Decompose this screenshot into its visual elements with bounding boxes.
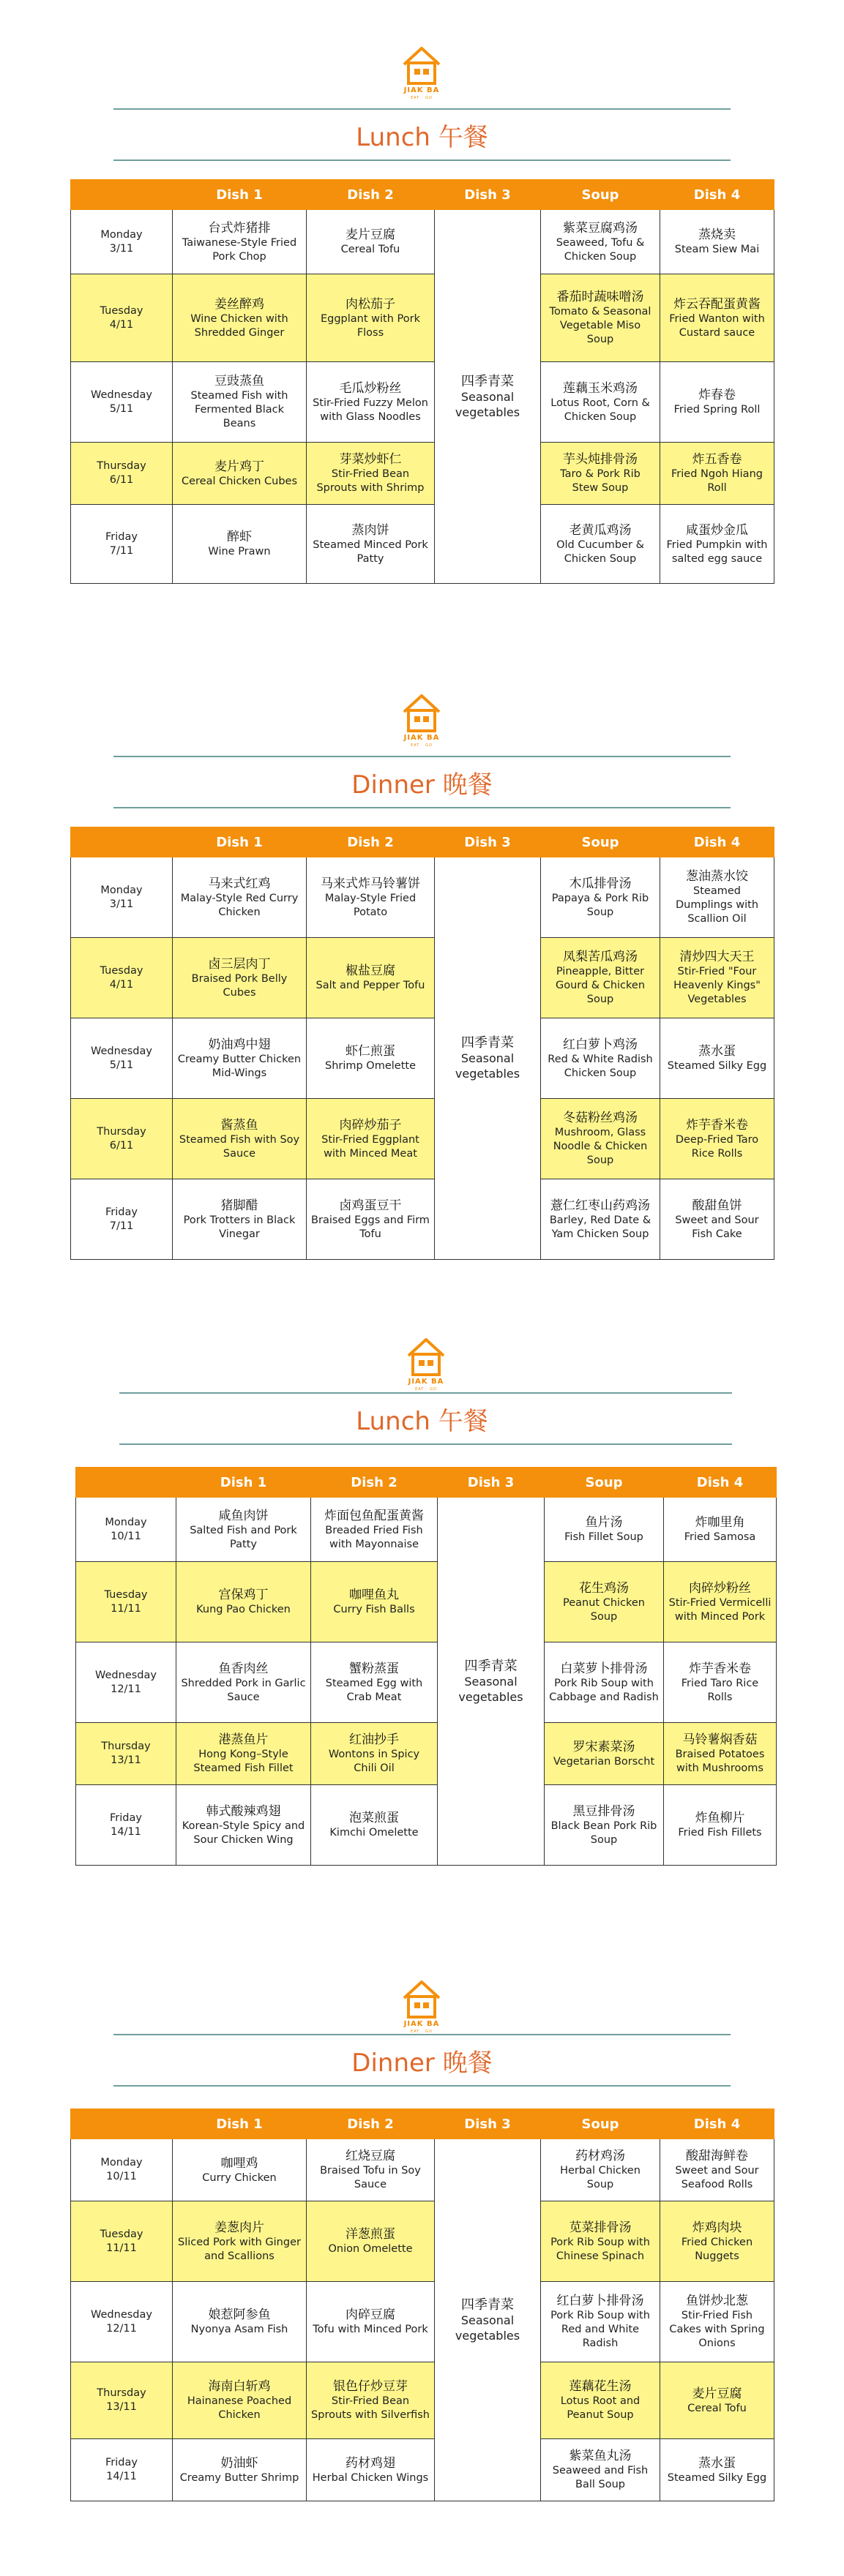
header-cell: Dish 3 — [435, 827, 541, 857]
soup-cell: 莲藕玉米鸡汤 Lotus Root, Corn & Chicken Soup — [541, 362, 660, 443]
house-logo-icon — [400, 1978, 444, 2021]
header-cell: Dish 4 — [660, 827, 774, 857]
dish2-cell: 肉碎炒茄子 Stir-Fried Eggplant with Minced Meat — [307, 1099, 435, 1179]
day-cell: Wednesday 5/11 — [71, 362, 173, 443]
dish4-cell: 清炒四大天王 Stir-Fried "Four Heavenly Kings" Vegetables — [660, 938, 774, 1018]
soup-cell: 药材鸡汤 Herbal Chicken Soup — [541, 2139, 660, 2201]
dish4-cell: 酸甜鱼饼 Sweet and Sour Fish Cake — [660, 1179, 774, 1260]
soup-cell: 凤梨苦瓜鸡汤 Pineapple, Bitter Gourd & Chicken Soup — [541, 938, 660, 1018]
dish2-cell: 虾仁煎蛋 Shrimp Omelette — [307, 1018, 435, 1099]
day-cell: Thursday 6/11 — [71, 443, 173, 505]
dish1-cell: 鱼香肉丝 Shredded Pork in Garlic Sauce — [176, 1642, 311, 1723]
table-row — [71, 938, 774, 1018]
dish1-cell: 卤三层肉丁 Braised Pork Belly Cubes — [173, 938, 307, 1018]
soup-cell: 番茄时蔬味噌汤 Tomato & Seasonal Vegetable Miso Soup — [541, 274, 660, 362]
divider — [113, 159, 731, 161]
dish4-cell: 炸咖里角 Fried Samosa — [664, 1498, 777, 1562]
table-row — [71, 2362, 774, 2439]
dish2-cell: 蒸肉饼 Steamed Minced Pork Patty — [307, 505, 435, 584]
table-row — [71, 274, 774, 362]
soup-cell: 木瓜排骨汤 Papaya & Pork Rib Soup — [541, 857, 660, 938]
dish4-cell: 马铃薯焖香菇 Braised Potatoes with Mushrooms — [664, 1723, 777, 1785]
dish4-cell: 麦片豆腐 Cereal Tofu — [660, 2362, 774, 2439]
header-cell: Dish 3 — [435, 2109, 541, 2139]
dish2-cell: 咖哩鱼丸 Curry Fish Balls — [311, 1562, 438, 1642]
dish2-cell: 马来式炸马铃薯饼 Malay-Style Fried Potato — [307, 857, 435, 938]
dish1-cell: 海南白斩鸡 Hainanese Poached Chicken — [173, 2362, 307, 2439]
day-cell: Friday 14/11 — [76, 1785, 176, 1866]
section-title: Dinner 晚餐 — [351, 2049, 493, 2078]
header-cell: Dish 2 — [307, 827, 435, 857]
table-header-row — [71, 827, 774, 857]
dish3-cell: 四季青菜 Seasonal vegetables — [438, 1498, 545, 1866]
header-cell: Dish 2 — [307, 2109, 435, 2139]
dish1-cell: 宫保鸡丁 Kung Pao Chicken — [176, 1562, 311, 1642]
header-cell: Dish 1 — [173, 827, 307, 857]
dish4-cell: 炸五香卷 Fried Ngoh Hiang Roll — [660, 443, 774, 505]
brand-name: JIAK BA — [403, 86, 440, 94]
day-cell: Friday 7/11 — [71, 1179, 173, 1260]
menu-section — [0, 1302, 844, 1946]
table-row — [71, 443, 774, 505]
dish4-cell: 咸蛋炒金瓜 Fried Pumpkin with salted egg sauce — [660, 505, 774, 584]
dish1-cell: 奶油虾 Creamy Butter Shrimp — [173, 2439, 307, 2501]
header-cell — [71, 2109, 173, 2139]
table-row — [71, 2282, 774, 2362]
dish2-cell: 药材鸡翅 Herbal Chicken Wings — [307, 2439, 435, 2501]
table-row — [71, 857, 774, 938]
dish2-cell: 椒盐豆腐 Salt and Pepper Tofu — [307, 938, 435, 1018]
dish2-cell: 洋葱煎蛋 Onion Omelette — [307, 2201, 435, 2282]
header-cell: Soup — [541, 180, 660, 210]
dish4-cell: 炸春卷 Fried Spring Roll — [660, 362, 774, 443]
day-cell: Friday 7/11 — [71, 505, 173, 584]
soup-cell: 红白萝卜排骨汤 Pork Rib Soup with Red and White Radish — [541, 2282, 660, 2362]
table-row — [71, 362, 774, 443]
dish4-cell: 鱼饼炒北葱 Stir-Fried Fish Cakes with Spring Onions — [660, 2282, 774, 2362]
header-cell: Dish 4 — [660, 2109, 774, 2139]
table-row — [76, 1562, 777, 1642]
header-cell: Soup — [541, 827, 660, 857]
section-title: Lunch 午餐 — [356, 1407, 488, 1436]
menu-table — [70, 179, 774, 584]
dish2-cell: 炸面包鱼配蛋黄酱 Breaded Fried Fish with Mayonnaise — [311, 1498, 438, 1562]
day-cell: Monday 10/11 — [71, 2139, 173, 2201]
dish2-cell: 红油抄手 Wontons in Spicy Chili Oil — [311, 1723, 438, 1785]
soup-cell: 苋菜排骨汤 Pork Rib Soup with Chinese Spinach — [541, 2201, 660, 2282]
header-cell: Dish 2 — [311, 1468, 438, 1498]
day-cell: Tuesday 11/11 — [76, 1562, 176, 1642]
dish1-cell: 酱蒸鱼 Steamed Fish with Soy Sauce — [173, 1099, 307, 1179]
day-cell: Wednesday 12/11 — [71, 2282, 173, 2362]
header-cell: Dish 3 — [438, 1468, 545, 1498]
table-row — [71, 2139, 774, 2201]
dish4-cell: 蒸水蛋 Steamed Silky Egg — [660, 1018, 774, 1099]
soup-cell: 紫菜豆腐鸡汤 Seaweed, Tofu & Chicken Soup — [541, 210, 660, 274]
soup-cell: 花生鸡汤 Peanut Chicken Soup — [545, 1562, 664, 1642]
soup-cell: 紫菜鱼丸汤 Seaweed and Fish Ball Soup — [541, 2439, 660, 2501]
dish1-cell: 麦片鸡丁 Cereal Chicken Cubes — [173, 443, 307, 505]
header-cell: Soup — [545, 1468, 664, 1498]
header-cell: Dish 4 — [664, 1468, 777, 1498]
day-cell: Thursday 6/11 — [71, 1099, 173, 1179]
menu-section — [0, 644, 844, 1302]
divider — [113, 807, 731, 808]
brand-name: JIAK BA — [403, 2020, 440, 2028]
dish2-cell: 卤鸡蛋豆干 Braised Eggs and Firm Tofu — [307, 1179, 435, 1260]
dish3-cell: 四季青菜 Seasonal vegetables — [435, 2139, 541, 2501]
divider — [119, 1392, 732, 1394]
dish1-cell: 奶油鸡中翅 Creamy Butter Chicken Mid-Wings — [173, 1018, 307, 1099]
brand-tagline: EAT · GO — [411, 96, 433, 100]
dish1-cell: 豆豉蒸鱼 Steamed Fish with Fermented Black Beans — [173, 362, 307, 443]
table-row — [71, 210, 774, 274]
dish1-cell: 姜葱肉片 Sliced Pork with Ginger and Scallions — [173, 2201, 307, 2282]
header-cell: Dish 3 — [435, 180, 541, 210]
brand-tagline: EAT · GO — [411, 2029, 433, 2034]
brand-tagline: EAT · GO — [411, 743, 433, 748]
header-cell: Dish 1 — [176, 1468, 311, 1498]
soup-cell: 冬菇粉丝鸡汤 Mushroom, Glass Noodle & Chicken Soup — [541, 1099, 660, 1179]
table-header-row — [76, 1468, 777, 1498]
table-row — [71, 1018, 774, 1099]
divider — [113, 2034, 731, 2035]
day-cell: Monday 3/11 — [71, 857, 173, 938]
dish1-cell: 咖哩鸡 Curry Chicken — [173, 2139, 307, 2201]
dish4-cell: 炸芋香米卷 Deep-Fried Taro Rice Rolls — [660, 1099, 774, 1179]
soup-cell: 白菜萝卜排骨汤 Pork Rib Soup with Cabbage and Radish — [545, 1642, 664, 1723]
house-logo-icon — [400, 691, 444, 735]
soup-cell: 薏仁红枣山药鸡汤 Barley, Red Date & Yam Chicken Soup — [541, 1179, 660, 1260]
header-cell — [71, 180, 173, 210]
house-logo-icon — [400, 44, 444, 88]
header-cell: Soup — [541, 2109, 660, 2139]
soup-cell: 红白萝卜鸡汤 Red & White Radish Chicken Soup — [541, 1018, 660, 1099]
dish4-cell: 炸鱼柳片 Fried Fish Fillets — [664, 1785, 777, 1866]
dish2-cell: 肉松茄子 Eggplant with Pork Floss — [307, 274, 435, 362]
table-row — [71, 505, 774, 584]
soup-cell: 黑豆排骨汤 Black Bean Pork Rib Soup — [545, 1785, 664, 1866]
dish4-cell: 蒸水蛋 Steamed Silky Egg — [660, 2439, 774, 2501]
day-cell: Thursday 13/11 — [71, 2362, 173, 2439]
dish1-cell: 咸鱼肉饼 Salted Fish and Pork Patty — [176, 1498, 311, 1562]
dish4-cell: 炸鸡肉块 Fried Chicken Nuggets — [660, 2201, 774, 2282]
dish2-cell: 红烧豆腐 Braised Tofu in Soy Sauce — [307, 2139, 435, 2201]
menu-table — [75, 1467, 777, 1866]
table-row — [76, 1498, 777, 1562]
day-cell: Monday 3/11 — [71, 210, 173, 274]
dish1-cell: 韩式酸辣鸡翅 Korean-Style Spicy and Sour Chicken Wing — [176, 1785, 311, 1866]
divider — [113, 756, 731, 757]
dish2-cell: 蟹粉蒸蛋 Steamed Egg with Crab Meat — [311, 1642, 438, 1723]
dish1-cell: 港蒸鱼片 Hong Kong–Style Steamed Fish Fillet — [176, 1723, 311, 1785]
header-cell: Dish 1 — [173, 2109, 307, 2139]
header-cell: Dish 4 — [660, 180, 774, 210]
day-cell: Monday 10/11 — [76, 1498, 176, 1562]
section-title: Lunch 午餐 — [356, 123, 488, 152]
dish2-cell: 肉碎豆腐 Tofu with Minced Pork — [307, 2282, 435, 2362]
table-row — [71, 2439, 774, 2501]
menu-table — [70, 2109, 774, 2501]
table-row — [76, 1642, 777, 1723]
soup-cell: 芋头炖排骨汤 Taro & Pork Rib Stew Soup — [541, 443, 660, 505]
header-cell — [71, 827, 173, 857]
soup-cell: 莲藕花生汤 Lotus Root and Peanut Soup — [541, 2362, 660, 2439]
table-row — [71, 1179, 774, 1260]
dish2-cell: 麦片豆腐 Cereal Tofu — [307, 210, 435, 274]
soup-cell: 老黄瓜鸡汤 Old Cucumber & Chicken Soup — [541, 505, 660, 584]
dish1-cell: 娘惹阿参鱼 Nyonya Asam Fish — [173, 2282, 307, 2362]
dish4-cell: 炸云吞配蛋黄酱 Fried Wanton with Custard sauce — [660, 274, 774, 362]
dish2-cell: 银色仔炒豆芽 Stir-Fried Bean Sprouts with Silverfish — [307, 2362, 435, 2439]
brand-name: JIAK BA — [403, 734, 440, 742]
table-row — [71, 2201, 774, 2282]
soup-cell: 罗宋素菜汤 Vegetarian Borscht — [545, 1723, 664, 1785]
dish1-cell: 醉虾 Wine Prawn — [173, 505, 307, 584]
menu-table — [70, 827, 774, 1260]
table-row — [71, 1099, 774, 1179]
dish2-cell: 泡菜煎蛋 Kimchi Omelette — [311, 1785, 438, 1866]
dish4-cell: 蒸烧卖 Steam Siew Mai — [660, 210, 774, 274]
divider — [113, 2085, 731, 2087]
table-row — [76, 1723, 777, 1785]
day-cell: Friday 14/11 — [71, 2439, 173, 2501]
menu-section — [0, 1946, 844, 2576]
section-title: Dinner 晚餐 — [351, 770, 493, 800]
dish4-cell: 肉碎炒粉丝 Stir-Fried Vermicelli with Minced Pork — [664, 1562, 777, 1642]
dish4-cell: 炸芋香米卷 Fried Taro Rice Rolls — [664, 1642, 777, 1723]
dish2-cell: 毛瓜炒粉丝 Stir-Fried Fuzzy Melon with Glass Noodles — [307, 362, 435, 443]
day-cell: Tuesday 4/11 — [71, 274, 173, 362]
dish1-cell: 猪脚醋 Pork Trotters in Black Vinegar — [173, 1179, 307, 1260]
header-cell: Dish 1 — [173, 180, 307, 210]
day-cell: Wednesday 5/11 — [71, 1018, 173, 1099]
header-cell: Dish 2 — [307, 180, 435, 210]
dish3-cell: 四季青菜 Seasonal vegetables — [435, 210, 541, 584]
dish1-cell: 台式炸猪排 Taiwanese-Style Fried Pork Chop — [173, 210, 307, 274]
dish1-cell: 姜丝醉鸡 Wine Chicken with Shredded Ginger — [173, 274, 307, 362]
dish2-cell: 芽菜炒虾仁 Stir-Fried Bean Sprouts with Shrimp — [307, 443, 435, 505]
menu-section — [0, 0, 844, 644]
dish4-cell: 葱油蒸水饺 Steamed Dumplings with Scallion Oil — [660, 857, 774, 938]
table-row — [76, 1785, 777, 1866]
house-logo-icon — [404, 1335, 448, 1379]
brand-name: JIAK BA — [408, 1378, 444, 1386]
day-cell: Thursday 13/11 — [76, 1723, 176, 1785]
day-cell: Tuesday 11/11 — [71, 2201, 173, 2282]
table-header-row — [71, 180, 774, 210]
dish3-cell: 四季青菜 Seasonal vegetables — [435, 857, 541, 1260]
day-cell: Tuesday 4/11 — [71, 938, 173, 1018]
header-cell — [76, 1468, 176, 1498]
table-header-row — [71, 2109, 774, 2139]
divider — [113, 108, 731, 110]
brand-tagline: EAT · GO — [415, 1387, 437, 1392]
dish1-cell: 马来式红鸡 Malay-Style Red Curry Chicken — [173, 857, 307, 938]
divider — [119, 1443, 732, 1445]
soup-cell: 鱼片汤 Fish Fillet Soup — [545, 1498, 664, 1562]
day-cell: Wednesday 12/11 — [76, 1642, 176, 1723]
dish4-cell: 酸甜海鲜卷 Sweet and Sour Seafood Rolls — [660, 2139, 774, 2201]
